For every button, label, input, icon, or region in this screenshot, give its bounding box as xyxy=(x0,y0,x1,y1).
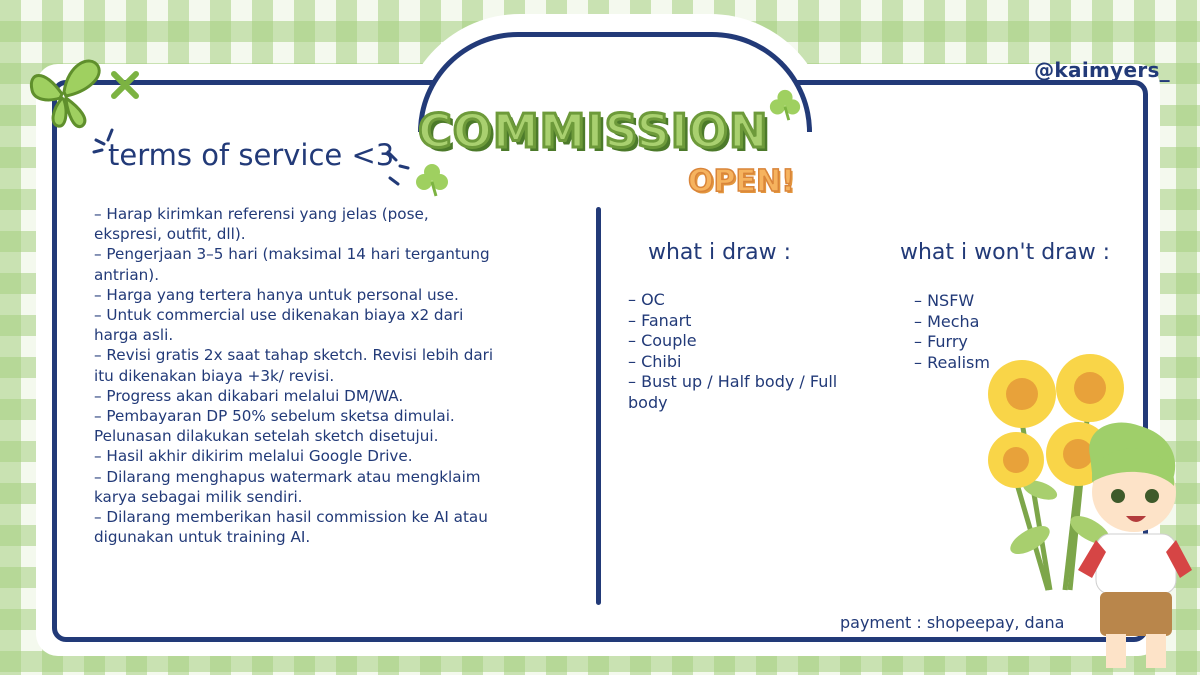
draw-item: – Bust up / Half body / Full body xyxy=(628,372,838,412)
terms-list xyxy=(94,204,494,547)
terms-item: – Revisi gratis 2x saat tahap sketch. Revisi lebih dari itu dikenakan biaya +3k/ revisi. xyxy=(94,346,494,385)
wont-draw-item: – Realism xyxy=(914,352,990,372)
terms-item: – Pembayaran DP 50% sebelum sketsa dimulai. Pelunasan dilakukan setelah sketch disetujui. xyxy=(94,407,455,446)
terms-item: – Pengerjaan 3–5 hari (maksimal 14 hari tergantung antrian). xyxy=(94,245,490,284)
draw-item: – Chibi xyxy=(628,351,682,371)
what-i-wont-draw-heading: what i won't draw : xyxy=(900,240,1111,265)
commission-logo: COMMISSION xyxy=(418,104,769,158)
clover-icon xyxy=(414,162,450,198)
sparkle-icon xyxy=(108,68,142,102)
wont-draw-item: – Furry xyxy=(914,332,968,351)
clover-icon xyxy=(768,88,802,122)
column-divider xyxy=(596,207,601,605)
terms-item: – Harap kirimkan referensi yang jelas (pose, ekspresi, outfit, dll). xyxy=(94,205,429,244)
terms-item: – Harga yang tertera hanya untuk personal use. xyxy=(94,285,459,304)
what-i-draw-heading: what i draw : xyxy=(648,240,792,265)
draw-item: – OC xyxy=(628,290,665,309)
terms-title: terms of service <3 xyxy=(108,138,395,172)
terms-item: – Untuk commercial use dikenakan biaya x2 dari harga asli. xyxy=(94,306,464,345)
butterfly-icon xyxy=(24,50,108,132)
open-badge: OPEN! xyxy=(688,164,795,199)
payment-info: payment : shopeepay, dana xyxy=(840,613,1065,632)
draw-item: – Fanart xyxy=(628,310,692,330)
character-illustration xyxy=(1070,420,1198,672)
terms-item: – Dilarang memberikan hasil commission ke AI atau digunakan untuk training AI. xyxy=(94,508,488,547)
terms-item: – Progress akan dikabari melalui DM/WA. xyxy=(94,386,404,405)
terms-item: – Hasil akhir dikirim melalui Google Drive. xyxy=(94,447,413,466)
what-i-draw-list xyxy=(628,290,838,413)
wont-draw-item: – NSFW xyxy=(914,291,975,310)
draw-item: – Couple xyxy=(628,331,697,350)
wont-draw-item: – Mecha xyxy=(914,311,980,331)
terms-item: – Dilarang menghapus watermark atau mengklaim karya sebagai milik sendiri. xyxy=(94,467,481,506)
artist-handle: @kaimyers_ xyxy=(1034,58,1170,82)
